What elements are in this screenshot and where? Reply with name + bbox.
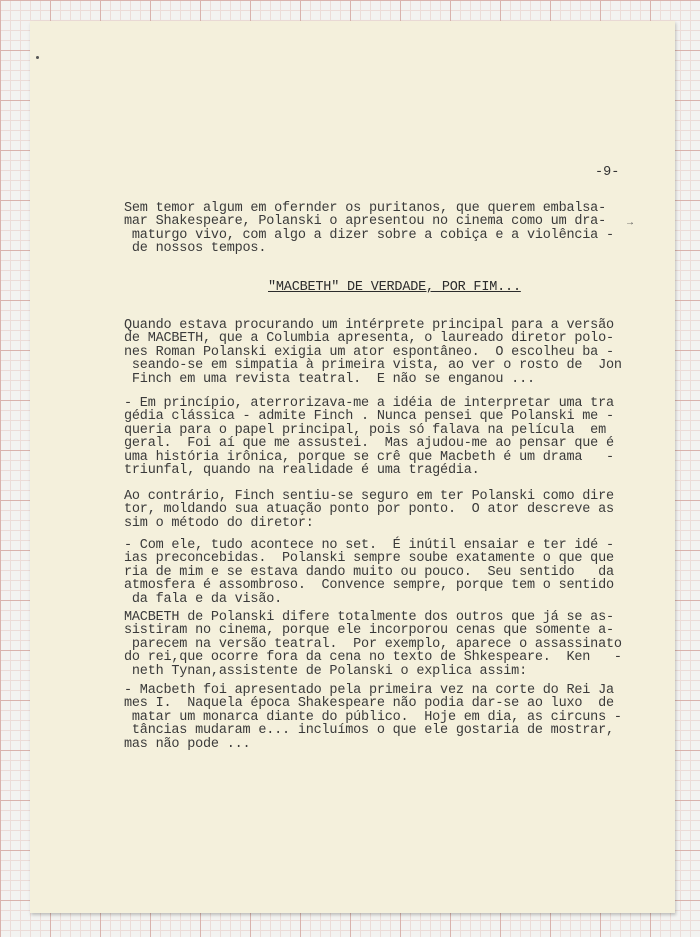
margin-mark: →: [627, 218, 634, 229]
section-heading: "MACBETH" DE VERDADE, POR FIM...: [268, 280, 521, 295]
page-number: -9-: [595, 165, 620, 180]
paragraph-casting: Quando estava procurando um intérprete principal para a versão de MACBETH, que a Columbia apresenta, o laureado diretor polo- nes Roman Polanski exigia um ator espontâneo. O escolheu ba - seando-se em simpatia à primeira vista, ao ver o rosto de Jon Finch em uma revista teatral. E não se enganou ...: [124, 318, 622, 387]
paragraph-on-set: - Com ele, tudo acontece no set. É inútil ensaiar e ter idé - ias preconcebidas. Polanski sempre soube exatamente o que que ria de mim e se estava dando muito ou pouco. Seu sentido da atmosfera é assombroso. Convence sempre, porque tem o sentido da fala e da visão.: [124, 538, 614, 607]
paragraph-intro: Sem temor algum em ofernder os puritanos, que querem embalsa- mar Shakespeare, Polanski o apresentou no cinema como um dra- maturgo vivo, com algo a dizer sobre a cobiça e a violência - de nossos tempos.: [124, 201, 614, 257]
paragraph-theatrical-scenes: MACBETH de Polanski difere totalmente dos outros que já se as- sistiram no cinema, porque ele incorporou cenas que somente a- parecem na versão teatral. Por exemplo, aparece o assassinato do rei,que ocorre fora da cena no texto de Shkespeare. Ken - neth Tynan,assistente de Polanski o explica assim:: [124, 610, 622, 679]
paragraph-director-method: Ao contrário, Finch sentiu-se seguro em ter Polanski como dire tor, moldando sua atuação ponto por ponto. O ator descreve as sim o método do diretor:: [124, 489, 614, 531]
punch-mark: [36, 56, 39, 59]
paragraph-finch-quote: - Em princípio, aterrorizava-me a idéia de interpretar uma tra gédia clássica - admite Finch . Nunca pensei que Polanski me - queria para o papel principal, pois só falava na película em geral. Foi aí que me assustei. Mas ajudou-me ao pensar que é uma história irônica, porque se crê que Macbeth é um drama - triunfal, quando na realidade é uma tragédia.: [124, 396, 614, 479]
document-page: [30, 21, 675, 913]
paragraph-tynan-quote: - Macbeth foi apresentado pela primeira vez na corte do Rei Ja mes I. Naquela época Shakespeare não podia dar-se ao luxo de matar um monarca diante do público. Hoje em dia, as circuns - tâncias mudaram e... incluímos o que ele gostaria de mostrar, mas não pode ...: [124, 683, 622, 752]
